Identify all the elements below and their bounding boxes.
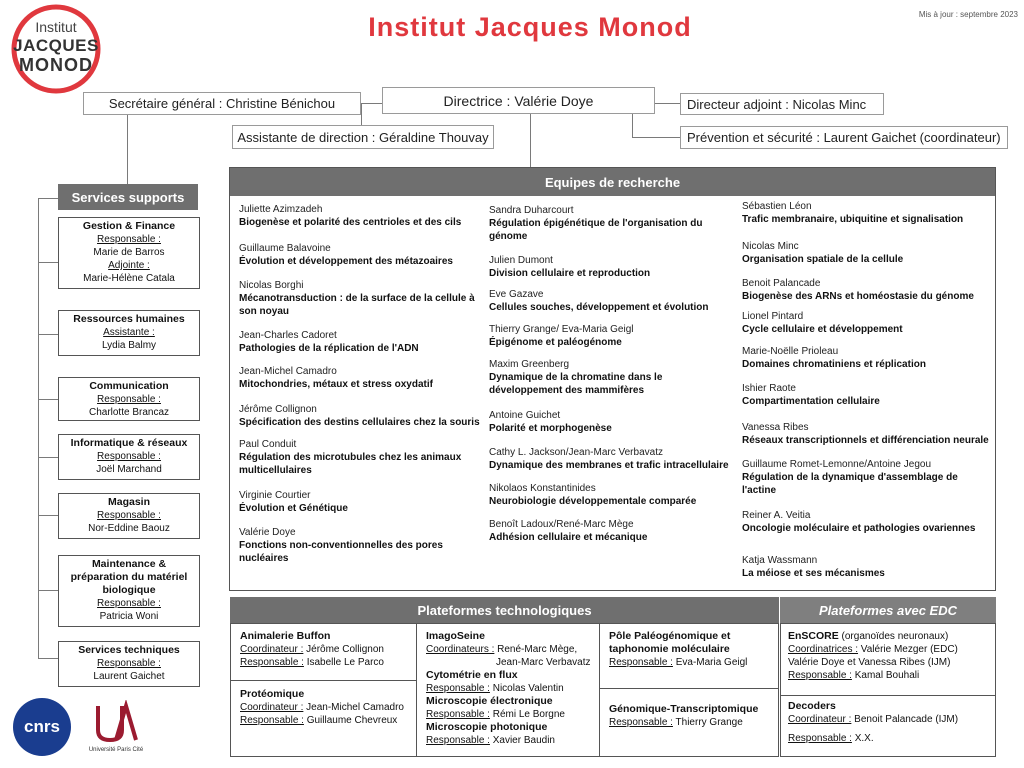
team-leader: Katja Wassmann (742, 555, 818, 566)
role-label: Responsable : (240, 657, 304, 668)
team-entry (239, 489, 484, 515)
team-leader: Benoît Ladoux/René-Marc Mège (489, 519, 634, 530)
team-entry (239, 279, 484, 318)
up-cite-emblem (86, 700, 146, 744)
team-leader: Jérôme Collignon (239, 404, 317, 415)
team-theme: Polarité et morphogenèse (489, 423, 612, 434)
service-box (58, 310, 200, 356)
service-name: Communication (89, 380, 169, 392)
service-name: Services techniques (78, 644, 180, 656)
role-label: Responsable : (97, 451, 161, 462)
team-leader: Sébastien Léon (742, 201, 812, 212)
team-leader: Maxim Greenberg (489, 359, 570, 370)
team-leader: Eve Gazave (489, 289, 544, 300)
services-header: Services supports (58, 184, 198, 210)
page-title: Institut Jacques Monod (368, 12, 692, 42)
team-theme: Régulation des microtubules chez les animaux multicellulaires (239, 452, 462, 476)
team-entry (742, 277, 992, 303)
platform-title: Protéomique (240, 688, 305, 700)
person-name: Nor-Eddine Baouz (88, 523, 170, 534)
team-entry (239, 242, 484, 268)
team-leader: Sandra Duharcourt (489, 205, 574, 216)
divider (230, 680, 416, 681)
role-label: Responsable : (97, 598, 161, 609)
team-theme: Mécanotransduction : de la surface de la cellule à son noyau (239, 293, 475, 317)
cnrs-logo (13, 698, 71, 756)
role-label: Responsable : (788, 670, 852, 681)
connector (38, 515, 58, 516)
team-theme: Évolution et développement des métazoaires (239, 256, 453, 267)
team-theme: Épigénome et paléogénome (489, 337, 622, 348)
team-entry (239, 403, 484, 429)
team-theme: Compartimentation cellulaire (742, 396, 880, 407)
person-name: Lydia Balmy (101, 340, 157, 351)
role-label: Responsable : (240, 715, 304, 726)
role-label: Responsable : (97, 234, 161, 245)
team-theme: Dynamique des membranes et trafic intracellulaire (489, 460, 729, 471)
team-theme: Cellules souches, développement et évolution (489, 302, 709, 313)
team-entry (239, 438, 484, 477)
team-theme: Pathologies de la réplication de l'ADN (239, 343, 419, 354)
team-theme: Domaines chromatiniens et réplication (742, 359, 926, 370)
cnrs-logo-text: cnrs (24, 717, 60, 736)
person-name: Xavier Baudin (489, 735, 555, 746)
team-entry (742, 310, 992, 336)
team-theme: Évolution et Génétique (239, 503, 348, 514)
platform-buffon (240, 630, 414, 669)
divider (599, 623, 600, 757)
service-name: Maintenance & préparation du matériel biologique (70, 558, 188, 596)
team-entry (742, 421, 992, 447)
service-box (58, 555, 200, 627)
connector (38, 198, 58, 199)
edc-header: Plateformes avec EDC (780, 597, 996, 623)
team-entry (489, 482, 735, 508)
team-theme: Oncologie moléculaire et pathologies ovariennes (742, 523, 976, 534)
platform-title: ImagoSeine (426, 630, 485, 642)
team-entry (239, 329, 484, 355)
service-name: Ressources humaines (73, 313, 185, 325)
team-theme: Cycle cellulaire et développement (742, 324, 903, 335)
person-name: Eva-Maria Geigl (672, 657, 748, 668)
role-label: Responsable : (609, 717, 673, 728)
team-leader: Jean-Michel Camadro (239, 366, 337, 377)
team-leader: Valérie Doye (239, 527, 296, 538)
logo-line3: MONOD (19, 55, 93, 75)
team-leader: Nikolaos Konstantinides (489, 483, 596, 494)
divider (416, 623, 417, 757)
connector (38, 334, 58, 335)
team-entry (489, 288, 735, 314)
role-label: Coordinateurs : (426, 644, 495, 655)
person-name: Joël Marchand (96, 464, 162, 475)
connector (38, 590, 58, 591)
team-leader: Julien Dumont (489, 255, 553, 266)
logo-line1: Institut (35, 19, 77, 35)
research-header: Equipes de recherche (230, 168, 995, 196)
person-name: Marie-Hélène Catala (83, 273, 175, 284)
safety-box: Prévention et sécurité : Laurent Gaichet (coordinateur) (680, 126, 1008, 149)
team-entry (489, 518, 735, 544)
person-name: Jérôme Collignon (303, 644, 384, 655)
role-label: Responsable : (97, 658, 161, 669)
platform-title: Génomique-Transcriptomique (609, 703, 759, 715)
person-name: X.X. (851, 733, 874, 744)
person-name: Guillaume Chevreux (303, 715, 398, 726)
person-name: Thierry Grange (672, 717, 743, 728)
team-leader: Virginie Courtier (239, 490, 311, 501)
sub-platform-title: Cytométrie en flux (426, 669, 518, 681)
assistant-box: Assistante de direction : Géraldine Thouvay (232, 125, 494, 149)
team-theme: Régulation épigénétique de l'organisation du génome (489, 218, 703, 242)
logo-line2: JACQUES (13, 36, 99, 55)
director-box: Directrice : Valérie Doye (382, 87, 655, 114)
team-leader: Guillaume Balavoine (239, 243, 331, 254)
service-name: Magasin (107, 496, 150, 508)
team-entry (489, 254, 735, 280)
role-label: Responsable : (426, 683, 490, 694)
team-theme: Régulation de la dynamique d'assemblage de l'actine (742, 472, 958, 496)
platform-subtitle: (organoïdes neuronaux) (838, 631, 949, 642)
role-label: Coordinateur : (240, 644, 304, 655)
connector (38, 262, 58, 263)
role-label: Responsable : (788, 733, 852, 744)
team-leader: Ishier Raote (742, 383, 796, 394)
role-label: Coordinateur : (788, 714, 852, 725)
role-label: Coordinateur : (240, 702, 304, 713)
platform-title: Pôle Paléogénomique et taphonomie moléculaire (609, 630, 731, 655)
team-entry (489, 446, 735, 472)
team-theme: Organisation spatiale de la cellule (742, 254, 904, 265)
connector (632, 137, 680, 138)
team-leader: Reiner A. Veitia (742, 510, 811, 521)
connector (530, 114, 531, 167)
team-entry (239, 203, 484, 229)
connector (632, 114, 633, 138)
sub-platform-title: Microscopie électronique (426, 695, 553, 707)
service-name: Informatique & réseaux (70, 437, 188, 449)
platform-title: EnSCORE (788, 630, 839, 642)
service-box (58, 493, 200, 539)
team-entry (742, 554, 992, 580)
team-theme: Dynamique de la chromatine dans le développement des mammifères (489, 372, 663, 396)
connector (38, 457, 58, 458)
connector (361, 103, 362, 125)
sub-platform-title: Microscopie photonique (426, 721, 548, 733)
secretary-box: Secrétaire général : Christine Bénichou (83, 92, 361, 115)
team-leader: Guillaume Romet-Lemonne/Antoine Jegou (742, 459, 931, 470)
team-theme: Spécification des destins cellulaires chez la souris (239, 417, 480, 428)
platform-imagoseine (426, 630, 598, 747)
team-leader: Nicolas Minc (742, 241, 799, 252)
platform-proteomique (240, 688, 414, 727)
service-box (58, 217, 200, 289)
team-entry (742, 240, 992, 266)
platform-title: Decoders (788, 700, 836, 712)
role-label: Responsable : (609, 657, 673, 668)
edc-decoders (788, 700, 994, 745)
person-name: René-Marc Mège, (494, 644, 578, 655)
team-leader: Cathy L. Jackson/Jean-Marc Verbavatz (489, 447, 663, 458)
team-theme: Mitochondries, métaux et stress oxydatif (239, 379, 433, 390)
team-theme: Biogenèse et polarité des centrioles et des cils (239, 217, 462, 228)
team-entry (742, 382, 992, 408)
team-leader: Thierry Grange/ Eva-Maria Geigl (489, 324, 634, 335)
person-name: Kamal Bouhali (851, 670, 920, 681)
universite-paris-cite-logo (86, 700, 146, 760)
connector (38, 658, 58, 659)
team-leader: Lionel Pintard (742, 311, 804, 322)
deputy-director-box: Directeur adjoint : Nicolas Minc (680, 93, 884, 115)
platform-paleogenomique (609, 630, 777, 669)
platform-title: Animalerie Buffon (240, 630, 331, 642)
connector (38, 198, 39, 658)
connector (361, 103, 383, 104)
divider (780, 695, 996, 696)
team-leader: Jean-Charles Cadoret (239, 330, 337, 341)
team-entry (742, 458, 992, 497)
person-name: Isabelle Le Parco (303, 657, 384, 668)
person-name: Laurent Gaichet (93, 671, 165, 682)
platform-genomique (609, 703, 777, 729)
team-leader: Vanessa Ribes (742, 422, 809, 433)
team-leader: Paul Conduit (239, 439, 297, 450)
role-label: Assistante : (103, 327, 155, 338)
update-date: Mis à jour : septembre 2023 (918, 10, 1018, 19)
person-name: Jean-Michel Camadro (303, 702, 404, 713)
service-box (58, 434, 200, 480)
connector (655, 103, 680, 104)
team-theme: Trafic membranaire, ubiquitine et signalisation (742, 214, 964, 225)
person-name: Marie de Barros (93, 247, 165, 258)
team-theme: Neurobiologie développementale comparée (489, 496, 697, 507)
ijm-logo (6, 3, 106, 95)
person-name: Jean-Marc Verbavatz (496, 657, 591, 668)
team-entry (489, 204, 735, 243)
team-theme: La méiose et ses mécanismes (742, 568, 885, 579)
univ-name: Université Paris Cité (88, 747, 144, 753)
team-entry (742, 200, 992, 226)
person-name: Valérie Mezger (EDC) (858, 644, 958, 655)
team-leader: Juliette Azimzadeh (239, 204, 323, 215)
role-label: Coordinatrices : (788, 644, 859, 655)
service-box (58, 377, 200, 421)
divider (599, 688, 779, 689)
person-name: Patricia Woni (99, 611, 159, 622)
service-box (58, 641, 200, 687)
person-name: Charlotte Brancaz (88, 407, 170, 418)
connector (38, 399, 58, 400)
team-entry (489, 358, 735, 397)
edc-enscore (788, 630, 994, 682)
person-name: Benoit Palancade (IJM) (851, 714, 959, 725)
team-theme: Réseaux transcriptionnels et différenciation neurale (742, 435, 989, 446)
platforms-header: Plateformes technologiques (230, 597, 779, 623)
team-theme: Biogenèse des ARNs et homéostasie du génome (742, 291, 974, 302)
team-leader: Marie-Noëlle Prioleau (742, 346, 839, 357)
team-entry (489, 409, 735, 435)
team-entry (489, 323, 735, 349)
role-label: Responsable : (426, 709, 490, 720)
role-label: Adjointe : (108, 260, 150, 271)
service-name: Gestion & Finance (82, 220, 176, 232)
team-leader: Nicolas Borghi (239, 280, 304, 291)
role-label: Responsable : (97, 394, 161, 405)
team-theme: Division cellulaire et reproduction (489, 268, 651, 279)
team-entry (742, 509, 992, 535)
team-entry (239, 526, 484, 565)
team-theme: Fonctions non-conventionnelles des pores nucléaires (239, 540, 443, 564)
team-leader: Antoine Guichet (489, 410, 561, 421)
person-name: Nicolas Valentin (489, 683, 564, 694)
role-label: Responsable : (97, 510, 161, 521)
person-name: Valérie Doye et Vanessa Ribes (IJM) (788, 657, 951, 668)
team-entry (239, 365, 484, 391)
person-name: Rémi Le Borgne (489, 709, 565, 720)
team-leader: Benoit Palancade (742, 278, 821, 289)
team-theme: Adhésion cellulaire et mécanique (489, 532, 648, 543)
team-entry (742, 345, 992, 371)
role-label: Responsable : (426, 735, 490, 746)
